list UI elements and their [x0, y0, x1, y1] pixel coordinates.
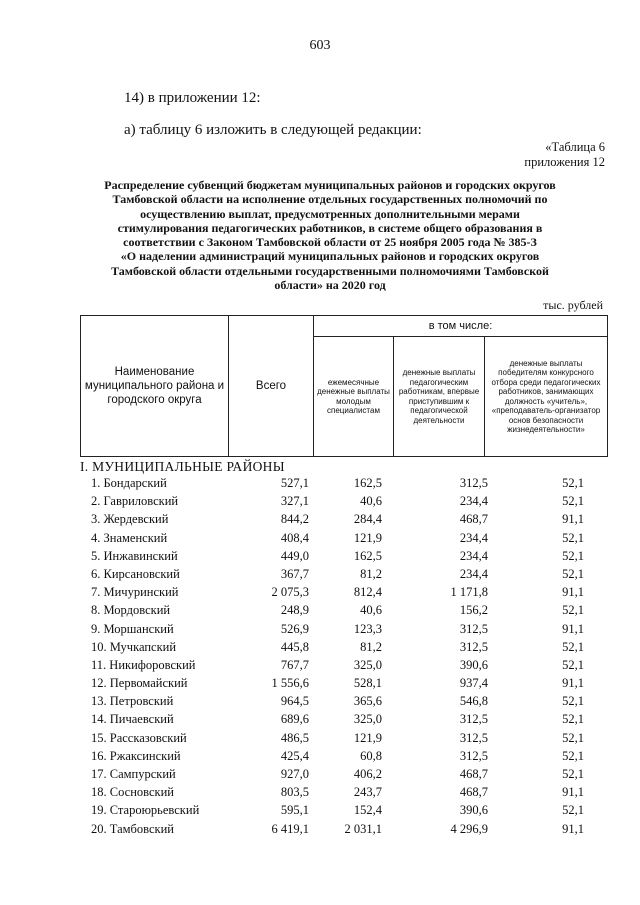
- row-name: 9. Моршанский: [91, 621, 174, 636]
- row-name: 3. Жердевский: [91, 512, 169, 527]
- table-row: [0, 476, 640, 494]
- row-contest-winners: 91,1: [562, 785, 584, 800]
- row-total: 527,1: [280, 476, 309, 490]
- row-young-specialists: 528,1: [353, 676, 382, 691]
- row-first-time: 234,4: [459, 566, 488, 581]
- row-first-time: 468,7: [459, 785, 488, 800]
- row-contest-winners: 52,1: [562, 548, 584, 563]
- row-young-specialists: 81,2: [360, 566, 382, 581]
- row-first-time: 1 171,8: [450, 585, 488, 600]
- row-young-specialists: 243,7: [353, 785, 382, 800]
- table-row: [0, 676, 640, 694]
- table-row: [0, 658, 640, 676]
- table-row: [0, 694, 640, 712]
- intro-line: 14) в приложении 12:: [124, 90, 261, 106]
- header-sub-contest-winners: денежные выплаты победителям конкурсного отбора среди педагогических работников, занимающих должность «учитель», «преподаватель-организатор основ безопасности жизнедеятельности»: [485, 337, 608, 457]
- table-row: [0, 549, 640, 567]
- table-row: [0, 640, 640, 658]
- row-young-specialists: 365,6: [353, 694, 382, 709]
- row-name: 16. Ржаксинский: [91, 748, 181, 763]
- units-label: тыс. рублей: [543, 298, 603, 312]
- row-contest-winners: 91,1: [562, 512, 584, 527]
- row-first-time: 390,6: [459, 657, 488, 672]
- row-first-time: 234,4: [459, 494, 488, 509]
- row-name: 7. Мичуринский: [91, 585, 179, 600]
- table-row: [0, 603, 640, 621]
- table-row: [0, 731, 640, 749]
- row-total: 927,0: [280, 767, 309, 781]
- table-ref-line: «Таблица 6: [545, 140, 605, 154]
- header-sub-first-time: денежные выплаты педагогическим работникам, впервые приступившим к педагогической деятельности: [394, 337, 485, 457]
- table-row: [0, 531, 640, 549]
- row-total: 689,6: [280, 712, 309, 727]
- table-reference: [524, 140, 605, 170]
- row-name: 18. Сосновский: [91, 785, 174, 800]
- row-contest-winners: 52,1: [562, 494, 584, 509]
- row-total: 367,7: [280, 566, 309, 581]
- table-row: [0, 749, 640, 767]
- row-young-specialists: 60,8: [360, 748, 382, 763]
- table-row: [0, 803, 640, 821]
- title-line: Тамбовской области на исполнение отдельных государственных полномочий по: [112, 192, 548, 207]
- table-row: [0, 767, 640, 785]
- row-first-time: 468,7: [459, 767, 488, 781]
- section-title: I. МУНИЦИПАЛЬНЫЕ РАЙОНЫ: [80, 459, 285, 474]
- row-first-time: 156,2: [459, 603, 488, 618]
- title-line: Тамбовской области отдельными государственными полномочиями Тамбовской: [111, 263, 549, 278]
- row-name: 8. Мордовский: [91, 603, 171, 618]
- row-young-specialists: 81,2: [360, 639, 382, 654]
- header-name-col: Наименование муниципального района и городского округа: [81, 316, 229, 457]
- row-name: 15. Рассказовский: [91, 730, 187, 745]
- row-first-time: 312,5: [459, 748, 488, 763]
- table-row: [0, 512, 640, 530]
- intro-line-edit: а) таблицу 6 изложить в следующей редакции:: [124, 122, 422, 138]
- table-ref-line: приложения 12: [524, 155, 605, 169]
- row-total: 844,2: [280, 512, 309, 527]
- row-young-specialists: 162,5: [353, 476, 382, 490]
- title-line: соответствии с Законом Тамбовской области от 25 ноября 2005 года № 385-З: [123, 235, 537, 250]
- page-number: 603: [309, 38, 331, 53]
- row-contest-winners: 52,1: [562, 694, 584, 709]
- header-sub-young-specialists: ежемесячные денежные выплаты молодым специалистам: [314, 337, 394, 457]
- row-total: 526,9: [280, 621, 309, 636]
- row-total: 327,1: [280, 494, 309, 509]
- row-contest-winners: 52,1: [562, 639, 584, 654]
- row-young-specialists: 2 031,1: [344, 821, 382, 836]
- row-contest-winners: 52,1: [562, 803, 584, 818]
- table-row: [0, 567, 640, 585]
- row-total: 425,4: [280, 748, 309, 763]
- row-contest-winners: 52,1: [562, 748, 584, 763]
- row-contest-winners: 52,1: [562, 603, 584, 618]
- row-total: 1 556,6: [271, 676, 309, 691]
- row-contest-winners: 52,1: [562, 657, 584, 672]
- row-name: 5. Инжавинский: [91, 548, 178, 563]
- row-first-time: 312,5: [459, 621, 488, 636]
- row-contest-winners: 91,1: [562, 821, 584, 836]
- row-first-time: 312,5: [459, 476, 488, 490]
- row-first-time: 468,7: [459, 512, 488, 527]
- table-row: [0, 712, 640, 730]
- title-line: «О наделении администраций муниципальных районов и городских округов: [120, 249, 540, 264]
- row-total: 445,8: [280, 639, 309, 654]
- row-young-specialists: 325,0: [353, 712, 382, 727]
- row-contest-winners: 91,1: [562, 621, 584, 636]
- table-row: [0, 585, 640, 603]
- table-body: [0, 476, 640, 840]
- row-name: 19. Староюрьевский: [91, 803, 200, 818]
- row-contest-winners: 91,1: [562, 585, 584, 600]
- row-first-time: 937,4: [459, 676, 488, 691]
- row-young-specialists: 406,2: [353, 767, 382, 781]
- title-line: осуществлению выплат, предусмотренных дополнительными мерами: [140, 206, 520, 221]
- row-young-specialists: 40,6: [360, 603, 382, 618]
- row-contest-winners: 91,1: [562, 676, 584, 691]
- row-contest-winners: 52,1: [562, 476, 584, 490]
- row-name: 13. Петровский: [91, 694, 174, 709]
- header-including: в том числе:: [314, 316, 608, 337]
- row-first-time: 4 296,9: [450, 821, 488, 836]
- row-first-time: 234,4: [459, 548, 488, 563]
- row-contest-winners: 52,1: [562, 712, 584, 727]
- row-name: 2. Гавриловский: [91, 494, 179, 509]
- row-contest-winners: 52,1: [562, 767, 584, 781]
- row-young-specialists: 123,3: [353, 621, 382, 636]
- table-row: [0, 785, 640, 803]
- title-line: Распределение субвенций бюджетам муниципальных районов и городских округов: [104, 178, 556, 192]
- row-name: 10. Мучкапский: [91, 639, 177, 654]
- row-total: 803,5: [280, 785, 309, 800]
- row-name: 6. Кирсановский: [91, 566, 180, 581]
- row-first-time: 234,4: [459, 530, 488, 545]
- row-name: 4. Знаменский: [91, 530, 168, 545]
- header-total-col: Всего: [229, 316, 314, 457]
- row-name: 14. Пичаевский: [91, 712, 174, 727]
- row-total: 486,5: [280, 730, 309, 745]
- row-young-specialists: 40,6: [360, 494, 382, 509]
- row-total: 767,7: [280, 657, 309, 672]
- row-total: 2 075,3: [271, 585, 309, 600]
- row-first-time: 390,6: [459, 803, 488, 818]
- row-name: 17. Сампурский: [91, 767, 176, 781]
- table-row: [0, 494, 640, 512]
- row-total: 248,9: [280, 603, 309, 618]
- row-name: 11. Никифоровский: [91, 657, 196, 672]
- row-total: 449,0: [280, 548, 309, 563]
- row-young-specialists: 162,5: [353, 548, 382, 563]
- row-total: 408,4: [280, 530, 309, 545]
- row-name: 1. Бондарский: [91, 476, 167, 490]
- row-first-time: 312,5: [459, 730, 488, 745]
- row-contest-winners: 52,1: [562, 566, 584, 581]
- row-total: 964,5: [280, 694, 309, 709]
- row-young-specialists: 325,0: [353, 657, 382, 672]
- row-young-specialists: 121,9: [353, 730, 382, 745]
- row-contest-winners: 52,1: [562, 530, 584, 545]
- row-total: 6 419,1: [271, 821, 309, 836]
- row-first-time: 312,5: [459, 639, 488, 654]
- row-young-specialists: 812,4: [353, 585, 382, 600]
- row-young-specialists: 152,4: [353, 803, 382, 818]
- table-row: [0, 622, 640, 640]
- row-name: 20. Тамбовский: [91, 821, 174, 836]
- row-first-time: 312,5: [459, 712, 488, 727]
- title-line: стимулирования педагогических работников, в системе общего образования в: [117, 220, 543, 235]
- table-row: [0, 822, 640, 840]
- table-header: [80, 315, 608, 457]
- row-young-specialists: 284,4: [353, 512, 382, 527]
- document-title: [80, 178, 580, 292]
- title-line: области» на 2020 год: [274, 278, 386, 293]
- row-total: 595,1: [280, 803, 309, 818]
- row-contest-winners: 52,1: [562, 730, 584, 745]
- row-name: 12. Первомайский: [91, 676, 188, 691]
- row-first-time: 546,8: [459, 694, 488, 709]
- row-young-specialists: 121,9: [353, 530, 382, 545]
